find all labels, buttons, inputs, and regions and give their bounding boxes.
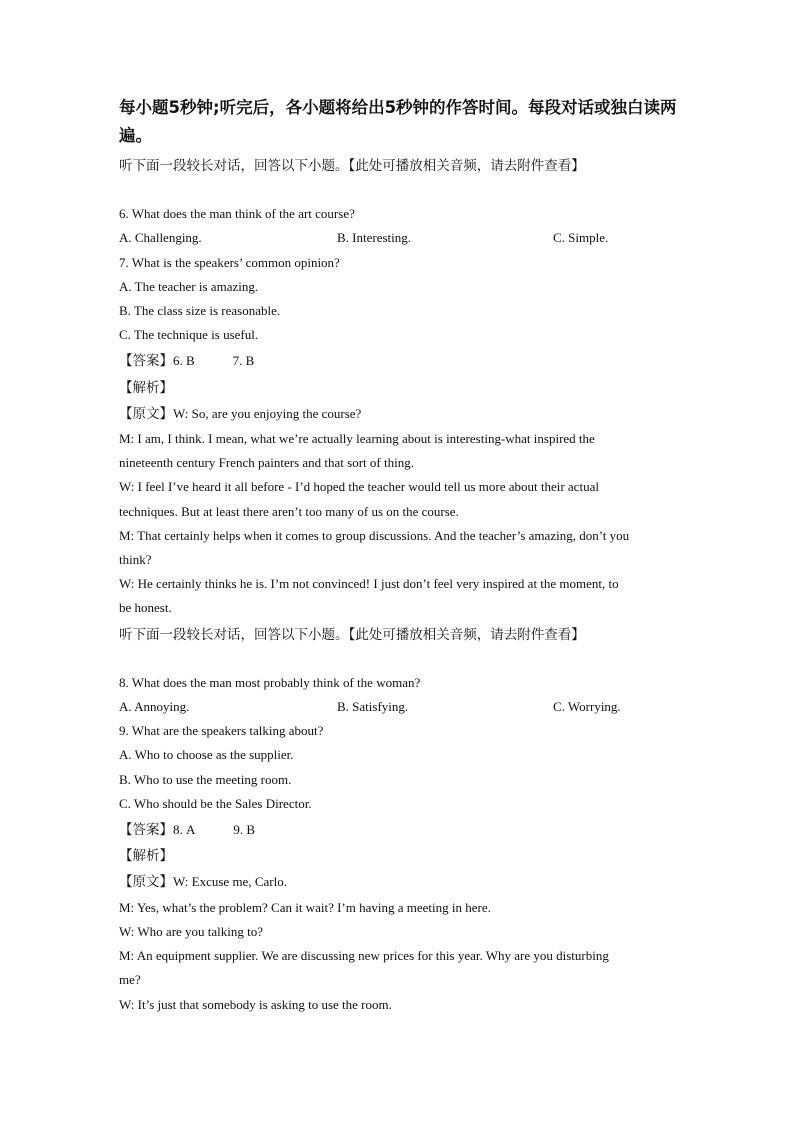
question-6: 6. What does the man think of the art course? <box>119 206 355 222</box>
question-9-option-b: B. Who to use the meeting room. <box>119 771 292 787</box>
answer-9: 9. B <box>233 822 256 838</box>
script-tag: 【原文】 <box>119 405 173 422</box>
answer-8: 8. A <box>173 822 196 838</box>
question-8: 8. What does the man most probably think of the woman? <box>119 674 421 690</box>
option-b: B. Satisfying. <box>337 699 409 715</box>
option-c: C. Worrying. <box>553 699 621 715</box>
question-9-option-a: A. Who to choose as the supplier. <box>119 747 294 763</box>
question-6-options <box>119 226 679 250</box>
script-line: W: It’s just that somebody is asking to use the room. <box>119 996 392 1012</box>
script-line-text: W: So, are you enjoying the course? <box>173 405 362 421</box>
answer-line <box>119 818 679 842</box>
script-line: W: Who are you talking to? <box>119 923 264 939</box>
script-line: techniques. But at least there aren’t too many of us on the course. <box>119 503 459 519</box>
script-line <box>119 870 679 894</box>
analysis-tag: 【解析】 <box>119 379 173 396</box>
script-line: be honest. <box>119 600 172 616</box>
option-c: C. Simple. <box>553 230 609 246</box>
script-line: M: Yes, what’s the problem? Can it wait? I’m having a meeting in here. <box>119 899 491 915</box>
question-7-option-c: C. The technique is useful. <box>119 327 259 343</box>
script-line: M: That certainly helps when it comes to group discussions. And the teacher’s amazing, don’t you <box>119 527 630 543</box>
answer-tag: 【答案】 <box>119 822 173 839</box>
answer-6: 6. B <box>173 353 195 369</box>
question-9: 9. What are the speakers talking about? <box>119 723 324 739</box>
question-7: 7. What is the speakers’ common opinion? <box>119 254 340 270</box>
document-page <box>119 94 679 1017</box>
script-line: think? <box>119 552 152 568</box>
answer-line <box>119 349 679 373</box>
question-7-option-b: B. The class size is reasonable. <box>119 303 281 319</box>
section1-instruction: 听下面一段较长对话，回答以下小题。【此处可播放相关音频，请去附件查看】 <box>119 158 585 174</box>
script-line: W: He certainly thinks he is. I’m not convinced! I just don’t feel very inspired at the moment, to <box>119 576 619 592</box>
intro-line-1: 每小题5秒钟;听完后，各小题将给出5秒钟的作答时间。每段对话或独白读两 <box>119 98 677 117</box>
script-line: nineteenth century French painters and that sort of thing. <box>119 455 414 471</box>
intro-line-2: 遍。 <box>119 126 152 145</box>
answer-7: 7. B <box>232 353 255 369</box>
section2-instruction: 听下面一段较长对话，回答以下小题。【此处可播放相关音频，请去附件查看】 <box>119 626 585 643</box>
question-7-option-a: A. The teacher is amazing. <box>119 278 259 294</box>
script-line <box>119 402 679 426</box>
question-8-options <box>119 695 679 719</box>
script-line: M: An equipment supplier. We are discussing new prices for this year. Why are you disturbing <box>119 948 609 964</box>
script-line: W: I feel I’ve heard it all before - I’d hoped the teacher would tell us more about their actual <box>119 479 599 495</box>
script-line-text: W: Excuse me, Carlo. <box>173 874 287 890</box>
answer-tag: 【答案】 <box>119 353 173 370</box>
analysis-tag: 【解析】 <box>119 848 173 865</box>
question-9-option-c: C. Who should be the Sales Director. <box>119 795 312 811</box>
script-line: M: I am, I think. I mean, what we’re actually learning about is interesting-what inspired the <box>119 431 595 447</box>
option-a: A. Annoying. <box>119 699 190 715</box>
option-b: B. Interesting. <box>337 230 412 246</box>
script-line: me? <box>119 972 141 988</box>
script-tag: 【原文】 <box>119 874 173 891</box>
option-a: A. Challenging. <box>119 230 202 246</box>
